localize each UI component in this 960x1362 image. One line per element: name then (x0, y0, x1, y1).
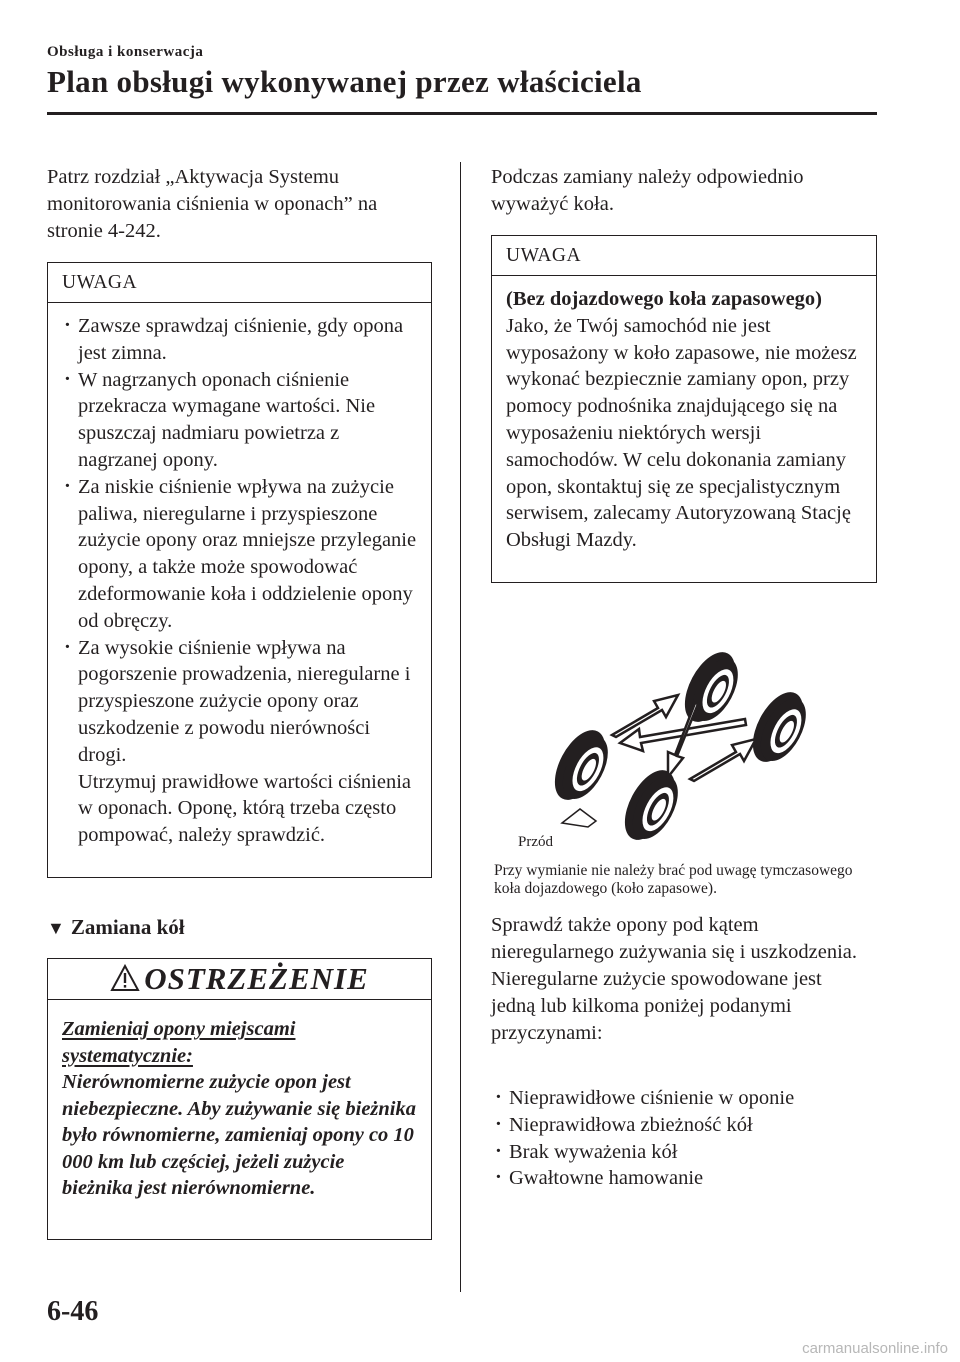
subheading-wheel-rotation (47, 915, 185, 940)
right-intro-paragraph: Podczas zamiany należy odpowiednio wyważyć koła. (491, 166, 804, 215)
front-pointer-icon (562, 809, 596, 827)
tire-front-left-icon (545, 722, 620, 810)
left-intro-paragraph: Patrz rozdział „Aktywacja Systemu monitorowania ciśnienia w oponach” na stronie 4-242. (47, 166, 378, 242)
warning-underlined-text: Zamieniaj opony miejscami systematycznie: (62, 1018, 296, 1067)
note-box-right-heading: UWAGA (492, 236, 876, 276)
note-box-right-text: Jako, że Twój samochód nie jest wyposażony w koło zapasowe, nie możesz wykonać bezpiecznie zamiany opon, przy pomocy podnośnika znajdującego się na wyposażeniu niektórych wersji samochodów. W celu dokonania zamiany opon, skontaktuj się ze specjalistycznym serwisem, zalecamy Autoryzowaną Stację Obsługi Mazdy. (506, 314, 857, 552)
warning-box (47, 958, 432, 1240)
note-box-right (491, 235, 877, 583)
list-item: · Gwałtowne hamowanie (497, 1165, 867, 1192)
section-label: Obsługa i konserwacja (47, 44, 204, 60)
front-label: Przód (518, 834, 553, 850)
note-box-right-subheading: (Bez dojazdowego koła zapasowego) (506, 288, 823, 310)
causes-list (497, 1085, 867, 1192)
warning-triangle-icon (110, 964, 140, 992)
arrow-front-right-to-rear-right-icon (690, 739, 756, 781)
note-box-left (47, 262, 432, 878)
note-box-left-heading: UWAGA (48, 263, 431, 303)
column-divider (460, 162, 461, 1292)
page-title: Plan obsługi wykonywanej przez właściciela (47, 64, 642, 99)
title-rule (47, 112, 877, 115)
tire-rear-left-icon (675, 645, 750, 732)
note-bullet: · Zawsze sprawdzaj ciśnienie, gdy opona jest zimna. (66, 313, 417, 367)
triangle-down-icon: ▼ (47, 918, 65, 938)
warning-text: Nierównomierne zużycie opon jest niebezpieczne. Aby zużywanie się bieżnika było równomierne, zamieniaj opony co 10 000 km lub częściej, jeżeli zużycie bieżnika jest nierównomierne. (62, 1071, 416, 1199)
note-bullet: · Za niskie ciśnienie wpływa na zużycie paliwa, nieregularne i przyspieszone zużycie opony oraz mniejsze przyleganie opony, a także może spowodować zdeformowanie koła i oddzielenie opony od obręczy. (66, 474, 417, 635)
arrow-front-left-to-rear-left-icon (612, 695, 678, 737)
page-number: 6-46 (47, 1296, 99, 1327)
list-item: · Brak wyważenia kół (497, 1139, 867, 1166)
list-item: · Nieprawidłowa zbieżność kół (497, 1112, 867, 1139)
tire-rotation-diagram (540, 645, 830, 855)
right-paragraph-2: Sprawdź także opony pod kątem nieregularnego zużywania się i uszkodzenia. Nieregularne zużycie spowodowane jest jedną lub kilkoma poniżej podanymi przyczynami: (491, 914, 857, 1044)
note-box-right-body (492, 276, 876, 562)
warning-box-body (48, 1000, 431, 1212)
warning-heading-text: OSTRZEŻENIE (144, 961, 369, 996)
note-bullet: · Za wysokie ciśnienie wpływa na pogorszenie prowadzenia, nieregularne i przyspieszone zużycie opony oraz uszkodzenie z powodu nierówności drogi. (66, 635, 417, 769)
arrow-rear-left-to-front-right-icon (668, 703, 698, 777)
tire-front-right-icon (615, 762, 690, 850)
note-tail-text: Utrzymuj prawidłowe wartości ciśnienia w oponach. Oponę, którą trzeba często pompować, należy sprawdzić. (78, 770, 412, 847)
subheading-text: Zamiana kół (70, 915, 185, 939)
warning-box-heading (48, 959, 431, 1000)
list-item: · Nieprawidłowe ciśnienie w oponie (497, 1085, 867, 1112)
figure-caption: Przy wymianie nie należy brać pod uwagę tymczasowego koła dojazdowego (koło zapasowe). (494, 862, 853, 897)
note-box-left-body (48, 303, 431, 857)
note-bullet: · W nagrzanych oponach ciśnienie przekracza wymagane wartości. Nie spuszczaj nadmiaru powietrza z nagrzanej opony. (66, 367, 417, 474)
watermark: carmanualsonline.info (802, 1340, 948, 1357)
tire-rear-right-icon (743, 684, 818, 772)
